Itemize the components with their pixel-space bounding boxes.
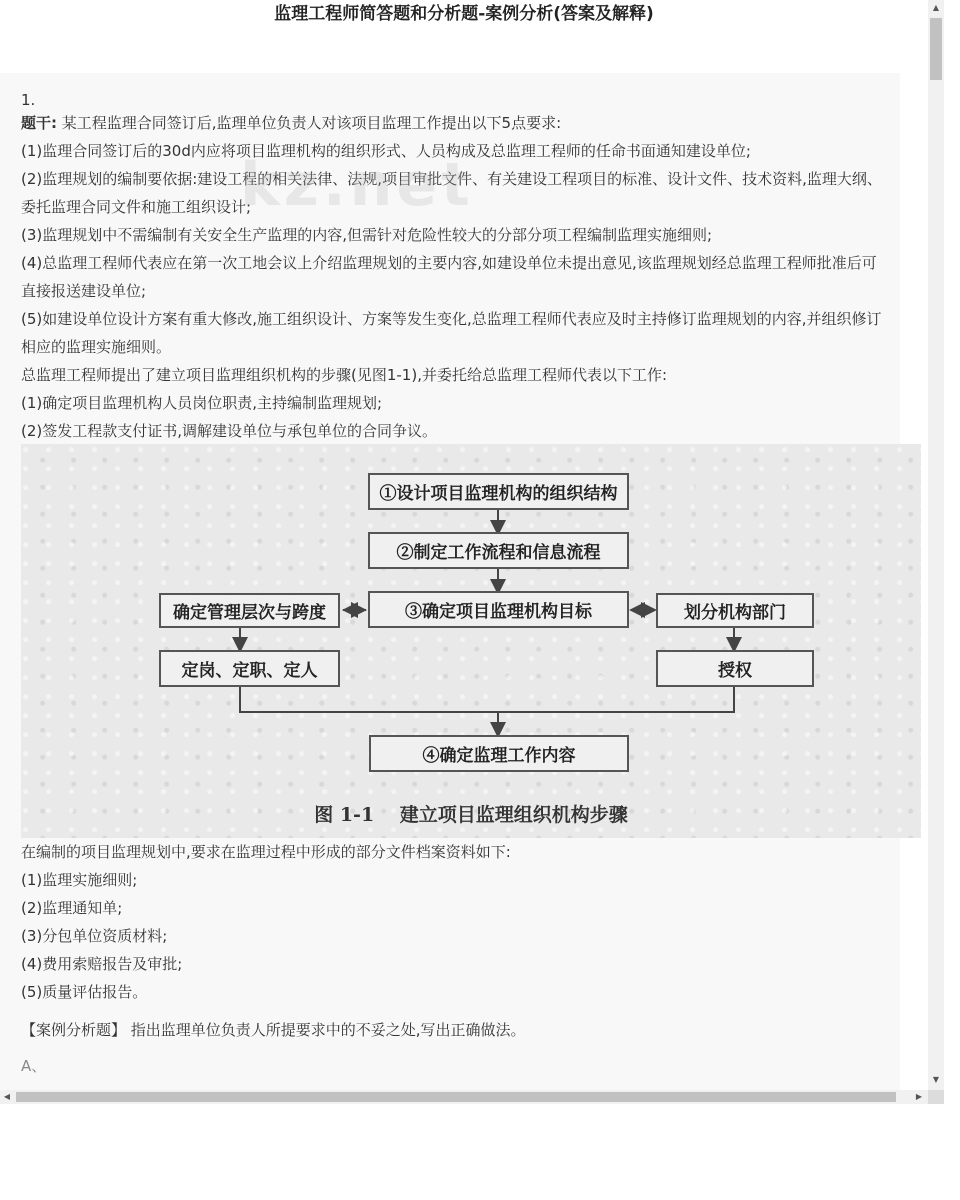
requirement-item: (4)总监理工程师代表应在第一次工地会议上介绍监理规划的主要内容,如建设单位未提出意见,该监理规划经总监理工程师批准后可直接报送建设单位; — [21, 254, 877, 300]
question-number: 1. — [21, 91, 36, 109]
flow-step2: ②制定工作流程和信息流程 — [368, 532, 629, 569]
question-stem — [21, 109, 891, 445]
scroll-down-arrow-icon[interactable]: ▼ — [932, 1075, 940, 1084]
vertical-scroll-thumb[interactable] — [930, 18, 942, 80]
figure-caption: 图 1-1 建立项目监理组织机构步骤 — [314, 804, 628, 826]
delegation-item: (1)确定项目监理机构人员岗位职责,主持编制监理规划; — [21, 394, 383, 412]
stem-label: 题干: — [21, 114, 57, 132]
horizontal-scrollbar[interactable] — [0, 1090, 928, 1104]
archive-item: (5)质量评估报告。 — [21, 983, 148, 1001]
requirement-item: (5)如建设单位设计方案有重大修改,施工组织设计、方案等发生变化,总监理工程师代表应及时主持修订监理规划的内容,并组织修订相应的监理实施细则。 — [21, 310, 882, 356]
flow-right-top: 划分机构部门 — [656, 593, 814, 628]
scroll-up-arrow-icon[interactable]: ▲ — [932, 3, 940, 12]
requirement-item: (2)监理规划的编制要依据:建设工程的相关法律、法规,项目审批文件、有关建设工程项目的标准、设计文件、技术资料,监理大纲、委托监理合同文件和施工组织设计; — [21, 170, 882, 216]
delegation-item: (2)签发工程款支付证书,调解建设单位与承包单位的合同争议。 — [21, 422, 438, 440]
stem-intro — [21, 109, 891, 137]
flowchart-figure — [21, 444, 921, 838]
horizontal-scroll-thumb[interactable] — [16, 1092, 896, 1102]
analysis-question — [21, 1016, 891, 1044]
delegation-intro: 总监理工程师提出了建立项目监理组织机构的步骤(见图1-1),并委托给总监理工程师代表以下工作: — [21, 366, 668, 384]
merge-line — [240, 687, 734, 712]
scroll-right-arrow-icon[interactable]: ▶ — [915, 1092, 923, 1101]
flow-left-top: 确定管理层次与跨度 — [159, 593, 340, 628]
archive-section — [21, 838, 891, 1006]
requirement-item: (1)监理合同签订后的30d内应将项目监理机构的组织形式、人员构成及总监理工程师的任命书面通知建设单位; — [21, 142, 751, 160]
scroll-left-arrow-icon[interactable]: ◀ — [3, 1092, 11, 1101]
analysis-label: 【案例分析题】 — [21, 1021, 127, 1039]
archive-item: (4)费用索赔报告及审批; — [21, 955, 183, 973]
requirement-item: (3)监理规划中不需编制有关安全生产监理的内容,但需针对危险性较大的分部分项工程编制监理实施细则; — [21, 226, 713, 244]
archive-intro: 在编制的项目监理规划中,要求在监理过程中形成的部分文件档案资料如下: — [21, 843, 511, 861]
flow-step4: ④确定监理工作内容 — [369, 735, 629, 772]
flow-step3: ③确定项目监理机构目标 — [368, 591, 629, 628]
watermark: kz.net — [240, 150, 474, 220]
archive-item: (1)监理实施细则; — [21, 871, 138, 889]
flow-step1: ①设计项目监理机构的组织结构 — [368, 473, 629, 510]
flow-left-bottom: 定岗、定职、定人 — [159, 650, 340, 687]
flow-right-bottom: 授权 — [656, 650, 814, 687]
archive-item: (3)分包单位资质材料; — [21, 927, 168, 945]
stem-intro-text: 某工程监理合同签订后,监理单位负责人对该项目监理工作提出以下5点要求: — [57, 114, 562, 132]
scrollbar-corner — [928, 1090, 944, 1104]
archive-item: (2)监理通知单; — [21, 899, 123, 917]
answer-option-a[interactable]: A、 — [21, 1057, 47, 1075]
vertical-scrollbar[interactable] — [928, 0, 944, 1090]
analysis-text: 指出监理单位负责人所提要求中的不妥之处,写出正确做法。 — [126, 1021, 526, 1039]
page-title: 监理工程师简答题和分析题-案例分析(答案及解释) — [274, 4, 654, 24]
